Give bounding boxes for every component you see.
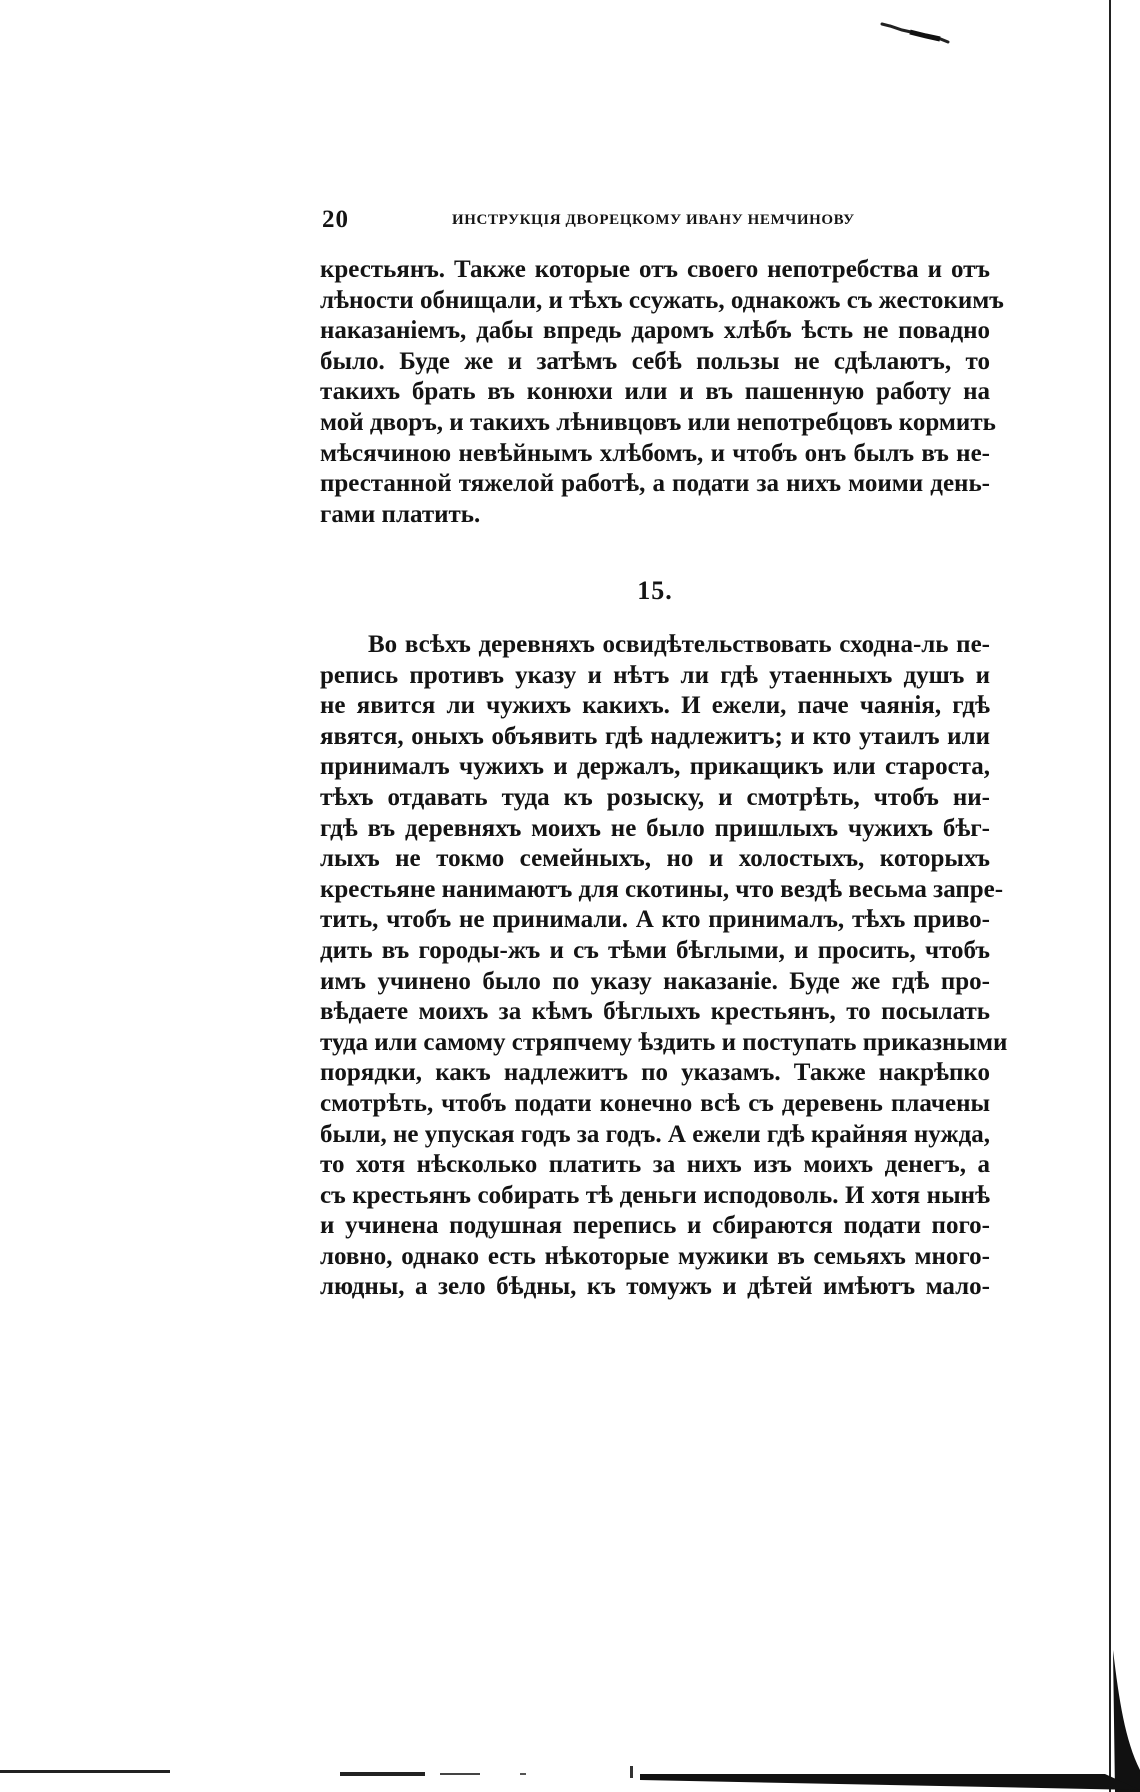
scan-bottom-artifacts: [0, 1760, 1140, 1792]
page-number: 20: [322, 206, 349, 233]
text-line: было. Буде же и затѣмъ себѣ пользы не сдѣлаютъ, то: [320, 347, 990, 375]
text-line: мой дворъ, и такихъ лѣнивцовъ или непотребцовъ кормить: [320, 408, 996, 436]
text-line: имъ учинено было по указу наказаніе. Буде же гдѣ про-: [320, 967, 990, 995]
running-header: [322, 206, 988, 240]
text-line: ловно, однако есть нѣкоторые мужики въ семьяхъ много-: [320, 1242, 990, 1270]
text-line: то хотя нѣсколько платить за нихъ изъ моихъ денегъ, а: [320, 1151, 990, 1179]
text-line: принималъ чужихъ и держалъ, прикащикъ или староста,: [320, 753, 990, 781]
text-line: тѣхъ отдавать туда къ розыску, и смотрѣть, чтобъ ни-: [320, 783, 990, 811]
text-line: лѣности обнищали, и тѣхъ ссужать, однакожъ съ жестокимъ: [320, 286, 1004, 314]
running-head-title: ИНСТРУКЦІЯ ДВОРЕЦКОМУ ИВАНУ НЕМЧИНОВУ: [452, 212, 855, 228]
text-line: крестьянъ. Также которые отъ своего непотребства и отъ: [320, 256, 990, 283]
text-line: гдѣ въ деревняхъ моихъ не было пришлыхъ чужихъ бѣг-: [320, 814, 990, 842]
text-line: Во всѣхъ деревняхъ освидѣтельствовать сходна-ль пе-: [368, 631, 990, 658]
text-line: лыхъ не токмо семейныхъ, но и холостыхъ, которыхъ: [320, 845, 990, 873]
text-line: туда или самому стряпчему ѣздить и поступать приказными: [320, 1028, 1008, 1056]
text-line: явятся, оныхъ объявить гдѣ надлежитъ; и кто утаилъ или: [320, 722, 990, 750]
text-line: вѣдаете моихъ за кѣмъ бѣглыхъ крестьянъ, то посылать: [320, 998, 990, 1026]
page-edge-shadow: [1105, 0, 1140, 1792]
text-line: репись противъ указу и нѣтъ ли гдѣ утаенныхъ душъ и: [320, 661, 990, 689]
text-line: престанной тяжелой работѣ, а подати за нихъ моими день-: [320, 470, 990, 498]
text-line: съ крестьянъ собирать тѣ деньги исподоволь. И хотя нынѣ: [320, 1181, 990, 1209]
text-line: смотрѣть, чтобъ подати конечно всѣ съ деревень плачены: [320, 1089, 990, 1117]
text-line: дить въ городы-жъ и съ тѣми бѣглыми, и просить, чтобъ: [320, 936, 990, 964]
scan-smudge-icon: [880, 20, 950, 46]
text-line: крестьяне нанимаютъ для скотины, что вездѣ весьма запре-: [320, 875, 1004, 903]
section-number: 15.: [637, 576, 673, 605]
text-line: наказаніемъ, дабы впредь даромъ хлѣбъ ѣсть не повадно: [320, 317, 990, 345]
text-line: тить, чтобъ не принимали. А кто принималъ, тѣхъ приво-: [320, 906, 990, 934]
text-line: порядки, какъ надлежитъ по указамъ. Также накрѣпко: [320, 1059, 990, 1087]
paragraph-section-15: [320, 630, 1008, 1303]
text-line: такихъ брать въ конюхи или и въ пашенную работу на: [320, 378, 990, 406]
paragraph-continuation: [320, 255, 1004, 530]
text-line: людны, а зело бѣдны, къ томужъ и дѣтей имѣютъ мало-: [320, 1273, 990, 1301]
text-line: не явится ли чужихъ какихъ. И ежели, паче чаянія, гдѣ: [320, 692, 990, 720]
text-line: были, не упуская годъ за годъ. А ежели гдѣ крайняя нужда,: [320, 1120, 990, 1148]
text-line: мѣсячиною невѣйнымъ хлѣбомъ, и чтобъ онъ былъ въ не-: [320, 439, 990, 467]
text-line: и учинена подушная перепись и сбираются подати пого-: [320, 1212, 990, 1240]
text-line: гами платить.: [320, 500, 481, 528]
